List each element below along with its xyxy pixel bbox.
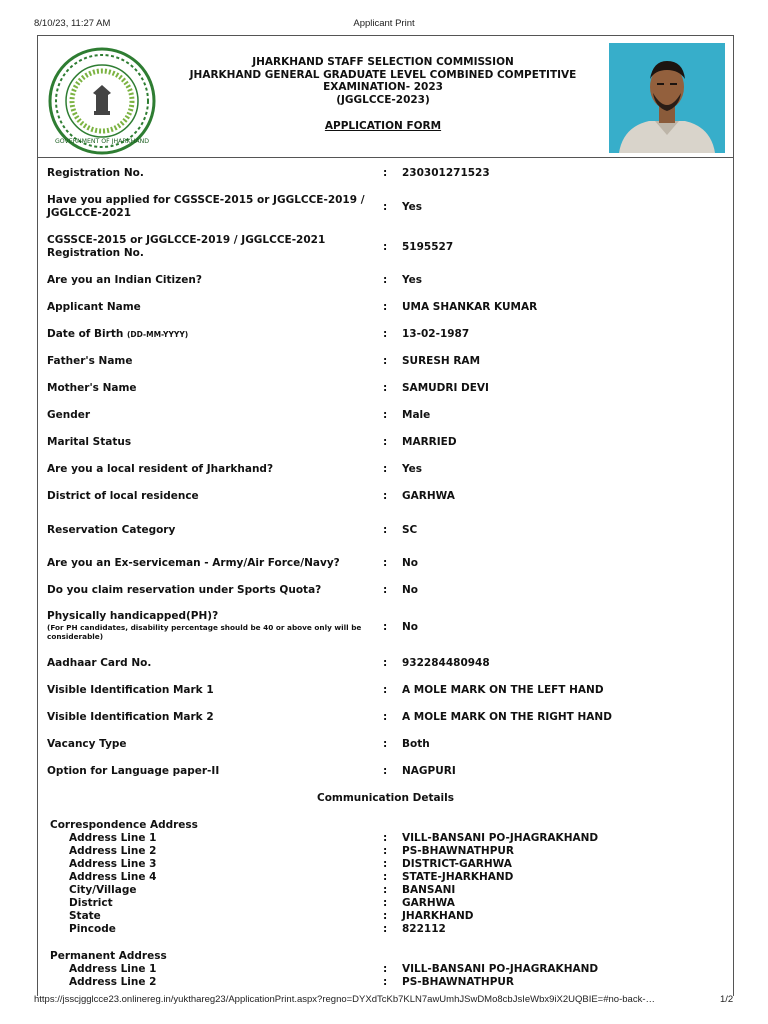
field-value: A MOLE MARK ON THE RIGHT HAND	[402, 711, 612, 723]
address-value: BANSANI	[402, 884, 456, 896]
application-form	[37, 35, 734, 996]
address-label: Address Line 1	[69, 832, 157, 844]
address-value: VILL-BANSANI PO-JHAGRAKHAND	[402, 832, 599, 844]
address-label: Address Line 3	[69, 858, 157, 870]
colon: :	[383, 910, 388, 922]
field-label: Visible Identification Mark 1	[47, 684, 214, 696]
colon: :	[383, 621, 388, 633]
colon: :	[383, 858, 388, 870]
colon: :	[383, 884, 388, 896]
colon: :	[383, 241, 388, 253]
field-label	[47, 610, 367, 641]
field-value: Male	[402, 409, 431, 421]
field-value: No	[402, 557, 419, 569]
address-row	[38, 858, 733, 871]
field-label: Applicant Name	[47, 301, 141, 313]
field-value: 932284480948	[402, 657, 490, 669]
colon: :	[383, 436, 388, 448]
field-label: Are you an Indian Citizen?	[47, 274, 202, 286]
address-label: Address Line 4	[69, 871, 157, 883]
address-value: PS-BHAWNATHPUR	[402, 976, 514, 988]
field-label: Are you an Ex-serviceman - Army/Air Force/Navy?	[47, 557, 340, 569]
address-value: GARHWA	[402, 897, 455, 909]
exam-line-1: JHARKHAND GENERAL GRADUATE LEVEL COMBINED COMPETITIVE	[189, 68, 577, 81]
address-label: District	[69, 897, 113, 909]
field-value: 230301271523	[402, 167, 490, 179]
address-row	[38, 910, 733, 923]
address-label: City/Village	[69, 884, 137, 896]
field-value: SC	[402, 524, 418, 536]
date-format-hint: (DD-MM-YYYY)	[126, 330, 189, 339]
address-row	[38, 897, 733, 910]
colon: :	[383, 711, 388, 723]
form-header	[38, 36, 733, 158]
address-label: Pincode	[69, 923, 116, 935]
colon: :	[383, 976, 388, 988]
address-row	[38, 832, 733, 845]
address-value: VILL-BANSANI PO-JHAGRAKHAND	[402, 963, 599, 975]
field-value: UMA SHANKAR KUMAR	[402, 301, 538, 313]
colon: :	[383, 897, 388, 909]
colon: :	[383, 463, 388, 475]
address-row	[38, 976, 733, 989]
colon: :	[383, 845, 388, 857]
field-value: No	[402, 621, 419, 633]
field-label-text: Date of Birth	[47, 328, 124, 340]
seal-text: GOVERNMENT OF JHARKHAND	[55, 138, 149, 145]
commission-name: JHARKHAND STAFF SELECTION COMMISSION	[252, 56, 514, 68]
address-value: STATE-JHARKHAND	[402, 871, 514, 883]
address-label: Address Line 2	[69, 976, 157, 988]
field-value: Yes	[402, 463, 423, 475]
colon: :	[383, 301, 388, 313]
colon: :	[383, 765, 388, 777]
government-seal-icon	[46, 45, 158, 157]
field-label: Father's Name	[47, 355, 133, 367]
colon: :	[383, 490, 388, 502]
address-label: Address Line 2	[69, 845, 157, 857]
colon: :	[383, 524, 388, 536]
colon: :	[383, 328, 388, 340]
field-label	[47, 328, 367, 342]
address-row	[38, 871, 733, 884]
field-label: CGSSCE-2015 or JGGLCCE-2019 / JGGLCCE-2021 Registration No.	[47, 234, 326, 259]
field-value: NAGPURI	[402, 765, 456, 777]
address-row	[38, 884, 733, 897]
field-value: 13-02-1987	[402, 328, 470, 340]
ph-note: (For PH candidates, disability percentage should be 40 or above only will be considerable)	[47, 622, 362, 641]
field-label: Reservation Category	[47, 524, 176, 536]
applicant-photo	[609, 43, 725, 153]
colon: :	[383, 738, 388, 750]
colon: :	[383, 684, 388, 696]
field-value: SURESH RAM	[402, 355, 481, 367]
address-row	[38, 963, 733, 976]
address-label: Address Line 1	[69, 963, 157, 975]
field-label: Registration No.	[47, 167, 144, 179]
address-row	[38, 845, 733, 858]
colon: :	[383, 832, 388, 844]
colon: :	[383, 167, 388, 179]
colon: :	[383, 584, 388, 596]
address-value: 822112	[402, 923, 446, 935]
permanent-address-heading: Permanent Address	[50, 950, 167, 962]
field-value: SAMUDRI DEVI	[402, 382, 489, 394]
field-label-text: Physically handicapped(PH)?	[47, 610, 219, 622]
colon: :	[383, 657, 388, 669]
exam-line-2: EXAMINATION- 2023	[323, 81, 443, 93]
field-label: Have you applied for CGSSCE-2015 or JGGLCCE-2019 / JGGLCCE-2021	[47, 194, 365, 219]
field-label: Vacancy Type	[47, 738, 127, 750]
colon: :	[383, 923, 388, 935]
colon: :	[383, 871, 388, 883]
field-label: Are you a local resident of Jharkhand?	[47, 463, 274, 475]
field-value: Both	[402, 738, 430, 750]
field-value: Yes	[402, 274, 423, 286]
field-label: Option for Language paper-II	[47, 765, 220, 777]
page-number: 1/2	[720, 994, 734, 1005]
colon: :	[383, 201, 388, 213]
colon: :	[383, 409, 388, 421]
field-label: Mother's Name	[47, 382, 137, 394]
field-value: GARHWA	[402, 490, 455, 502]
colon: :	[383, 355, 388, 367]
field-label: Marital Status	[47, 436, 132, 448]
colon: :	[383, 382, 388, 394]
print-date: 8/10/23, 11:27 AM	[34, 18, 111, 29]
communication-details-title: Communication Details	[316, 792, 454, 804]
field-label: Gender	[47, 409, 91, 421]
address-value: PS-BHAWNATHPUR	[402, 845, 514, 857]
field-value: Yes	[402, 201, 423, 213]
colon: :	[383, 274, 388, 286]
address-row	[38, 923, 733, 936]
field-value: A MOLE MARK ON THE LEFT HAND	[402, 684, 604, 696]
field-label: Aadhaar Card No.	[47, 657, 152, 669]
colon: :	[383, 963, 388, 975]
form-title: APPLICATION FORM	[324, 120, 442, 132]
header-text	[158, 56, 608, 133]
address-label: State	[69, 910, 101, 922]
field-label: Do you claim reservation under Sports Quota?	[47, 584, 322, 596]
print-title: Applicant Print	[353, 18, 415, 29]
field-value: No	[402, 584, 419, 596]
colon: :	[383, 557, 388, 569]
field-label: Visible Identification Mark 2	[47, 711, 214, 723]
address-value: DISTRICT-GARHWA	[402, 858, 512, 870]
correspondence-address-heading: Correspondence Address	[50, 819, 198, 831]
page-url-link[interactable]: https://jsscjgglcce23.onlinereg.in/yukthareg23/ApplicationPrint.aspx?regno=DYXdTcKb7KLN7awUmhJSwDMo8cbJsIeWbx9iX2UQBIE=#no-back-…	[34, 994, 655, 1005]
field-value: 5195527	[402, 241, 454, 253]
exam-code: (JGGLCCE-2023)	[336, 93, 430, 106]
field-label: District of local residence	[47, 490, 199, 502]
field-value: MARRIED	[402, 436, 457, 448]
address-value: JHARKHAND	[402, 910, 474, 922]
